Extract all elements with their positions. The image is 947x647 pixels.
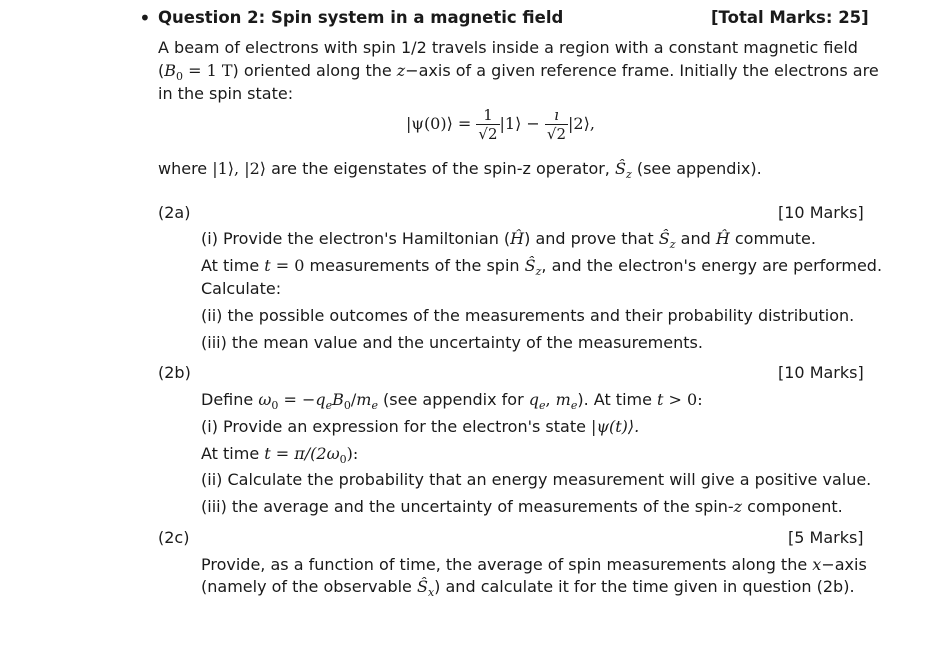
q-symbol: q <box>315 390 326 409</box>
b-symbol: B <box>164 61 177 80</box>
t-value: = 0 <box>270 256 305 275</box>
a-i-text-a: (i) Provide the electron's Hamiltonian ( <box>201 229 511 248</box>
t-symbol-2: t <box>657 390 664 409</box>
fraction-1 <box>476 106 499 143</box>
part-a-marks: [10 Marks] <box>778 203 864 222</box>
a-time-text-a: At time <box>201 256 265 275</box>
sx-sub: x <box>427 586 435 600</box>
ket-1: |1⟩ − <box>499 114 545 133</box>
t-symbol: t <box>264 256 271 275</box>
sx-symbol: Ŝ <box>416 577 428 596</box>
bullet-icon: • <box>139 6 151 30</box>
b-iii-text-b: component. <box>742 497 843 516</box>
m-symbol-2: m <box>555 390 571 409</box>
part-a-item-i <box>201 228 816 256</box>
question-title: Question 2: Spin system in a magnetic field <box>158 8 564 27</box>
a-time-text-b: measurements of the spin <box>304 256 525 275</box>
omega-sub: 0 <box>271 399 279 413</box>
b-i-text: (i) Provide an expression for the electron's state <box>201 417 592 436</box>
initial-state-equation <box>406 102 595 146</box>
z-symbol: z <box>396 61 406 80</box>
intro-line-3: in the spin state: <box>158 84 294 103</box>
state-ket: |ψ(t)⟩. <box>591 417 640 436</box>
q-sub: e <box>325 399 333 413</box>
b-time-text: At time <box>201 444 265 463</box>
part-b-item-ii: (ii) Calculate the probability that an energy measurement will give a positive value. <box>201 470 872 489</box>
frac2-num: ı <box>554 106 559 124</box>
b-def-text-a: Define <box>201 390 259 409</box>
def-eq: = − <box>278 390 316 409</box>
part-b-marks: [10 Marks] <box>778 363 864 382</box>
slash: / <box>350 390 357 409</box>
paren: ( <box>158 61 165 80</box>
x-symbol: x <box>812 555 822 574</box>
fraction-2 <box>545 106 568 143</box>
eigen-kets: |1⟩, |2⟩ <box>212 159 267 178</box>
sz-sub-a: z <box>669 238 676 252</box>
sz-symbol: Ŝ <box>658 229 670 248</box>
part-c-marks: [5 Marks] <box>788 528 864 547</box>
where-text-c: (see appendix). <box>631 159 762 178</box>
hamiltonian-symbol-2: Ĥ <box>715 229 730 248</box>
b-iii-text-a: (iii) the average and the uncertainty of measurements of the spin- <box>201 497 734 516</box>
sz-symbol-2: Ŝ <box>524 256 536 275</box>
part-c-line-1 <box>201 554 867 576</box>
part-b-item-i <box>201 416 639 438</box>
m-sub: e <box>371 399 378 413</box>
a-i-text-d: commute. <box>729 229 816 248</box>
b-value: = 1 T <box>183 61 233 80</box>
part-a-label: (2a) <box>158 203 191 222</box>
b-def-text-b: (see appendix for <box>377 390 529 409</box>
c-text-b: −axis <box>821 555 867 574</box>
t-condition: > 0: <box>663 390 703 409</box>
where-line <box>158 158 762 186</box>
part-a-item-ii: (ii) the possible outcomes of the measurements and their probability distribution. <box>201 306 855 325</box>
sz-operator: Ŝ <box>614 159 626 178</box>
a-i-text-b: ) and prove that <box>524 229 659 248</box>
part-b-time <box>201 443 358 471</box>
sz-sub: z <box>625 168 632 182</box>
part-a-calculate: Calculate: <box>201 279 282 298</box>
where-text-b: are the eigenstates of the spin-z operator, <box>266 159 615 178</box>
q-symbol-2: q <box>528 390 539 409</box>
a-i-text-c: and <box>675 229 716 248</box>
part-b-label: (2b) <box>158 363 191 382</box>
time-end: ): <box>346 444 359 463</box>
intro-text-2c: −axis of a given reference frame. Initially the electrons are <box>405 61 879 80</box>
part-b-define <box>201 389 703 417</box>
ket-2: |2⟩, <box>568 114 595 133</box>
frac1-num: 1 <box>483 106 493 124</box>
c-text-a: Provide, as a function of time, the average of spin measurements along the <box>201 555 813 574</box>
m-symbol: m <box>356 390 372 409</box>
z-symbol-2: z <box>733 497 743 516</box>
b-field-sub: 0 <box>343 399 351 413</box>
intro-text-2b: ) oriented along the <box>232 61 397 80</box>
time-sub: 0 <box>339 453 347 467</box>
frac2-den: √2 <box>546 125 567 143</box>
sz-sub-2: z <box>535 265 542 279</box>
part-c-label: (2c) <box>158 528 190 547</box>
c-text-c: (namely of the observable <box>201 577 417 596</box>
part-b-item-iii <box>201 496 843 518</box>
time-expr: t = π/(2ω <box>264 444 340 463</box>
intro-line-1 <box>158 37 858 59</box>
part-c-line-2 <box>201 576 855 604</box>
frac1-den: √2 <box>478 125 498 143</box>
part-a-item-iii: (iii) the mean value and the uncertainty of the measurements. <box>201 333 703 352</box>
b-field-symbol: B <box>332 390 344 409</box>
total-marks: [Total Marks: 25] <box>711 8 869 27</box>
omega-symbol: ω <box>258 390 272 409</box>
hamiltonian-symbol: Ĥ <box>510 229 525 248</box>
c-text-d: ) and calculate it for the time given in question (2b). <box>434 577 855 596</box>
m-sub-2: e <box>570 399 578 413</box>
where-text-a: where <box>158 159 213 178</box>
intro-text-1: A beam of electrons with spin 1/2 travels inside a region with a constant magnetic field <box>158 38 858 57</box>
a-time-text-c: , and the electron's energy are performed. <box>541 256 883 275</box>
b-sub: 0 <box>176 70 184 84</box>
eq-lhs: |ψ(0)⟩ = <box>406 114 477 133</box>
q-sub-2: e <box>538 399 546 413</box>
part-a-time-line <box>201 255 882 283</box>
b-def-text-c: ). At time <box>577 390 658 409</box>
comma: , <box>545 390 556 409</box>
